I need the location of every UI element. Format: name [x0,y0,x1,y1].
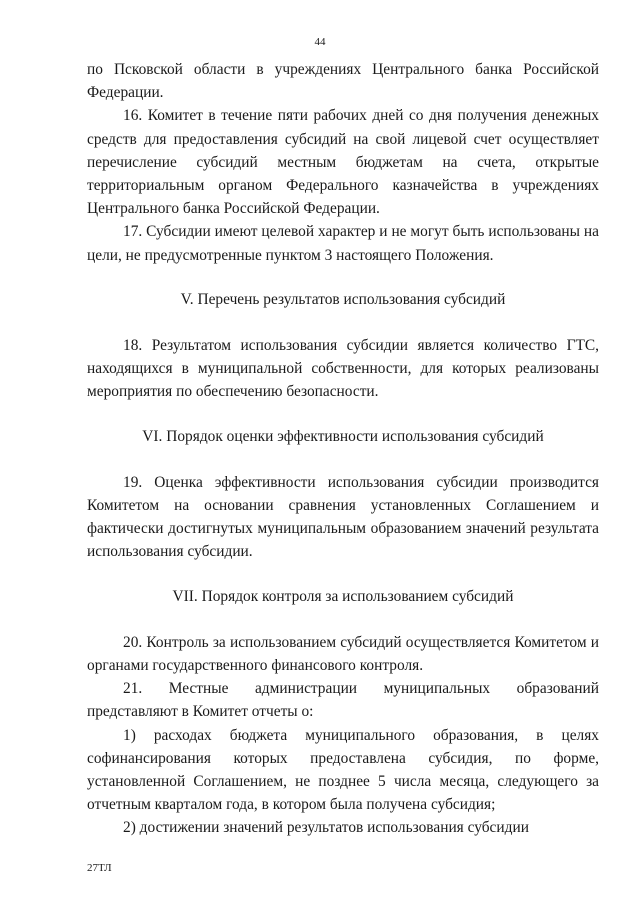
paragraph-20: 20. Контроль за использованием субсидий осуществляется Комитетом и органами государственного финансового контроля. [87,633,599,675]
paragraph-continuation: по Псковской области в учреждениях Центрального банка Российской Федерации. [87,61,599,102]
paragraph-16: 16. Комитет в течение пяти рабочих дней со дня получения денежных средств для предоставления субсидий на свой лицевой счет осуществляет перечисление субсидий местным бюджетам на счета, открытые территориальным органом Федерального казначейства в учреждениях Центрального банка Российской Федерации. [87,107,599,218]
paragraph-21-item-1: 1) расходах бюджета муниципального образования, в целях софинансирования которых предоставлена субсидия, по форме, установленной Соглашением, не позднее 5 числа месяца, следующего за отчетным кварталом года, в котором была получена субсидия; [87,726,599,814]
footer-code: 27ТЛ [87,862,112,874]
paragraph-21: 21. Местные администрации муниципальных образований представляют в Комитет отчеты о: [87,680,599,721]
page-number: 44 [314,36,326,48]
paragraph-18: 18. Результатом использования субсидии является количество ГТС, находящихся в муниципальной собственности, для которых реализованы мероприятия по обеспечению безопасности. [87,337,599,401]
section-heading-vii: VII. Порядок контроля за использованием субсидий [172,587,514,605]
document-body [87,58,599,840]
paragraph-21-item-2: 2) достижении значений результатов использования субсидии [123,819,529,837]
section-heading-v: V. Перечень результатов использования субсидий [180,290,506,308]
paragraph-19: 19. Оценка эффективности использования субсидии производится Комитетом на основании сравнения установленных Соглашением и фактически достигнутых муниципальным образованием значений результата использования субсидии. [87,473,599,561]
section-heading-vi: VI. Порядок оценки эффективности использования субсидий [142,427,544,445]
paragraph-17: 17. Субсидии имеют целевой характер и не могут быть использованы на цели, не предусмотренные пунктом 3 настоящего Положения. [87,223,599,264]
